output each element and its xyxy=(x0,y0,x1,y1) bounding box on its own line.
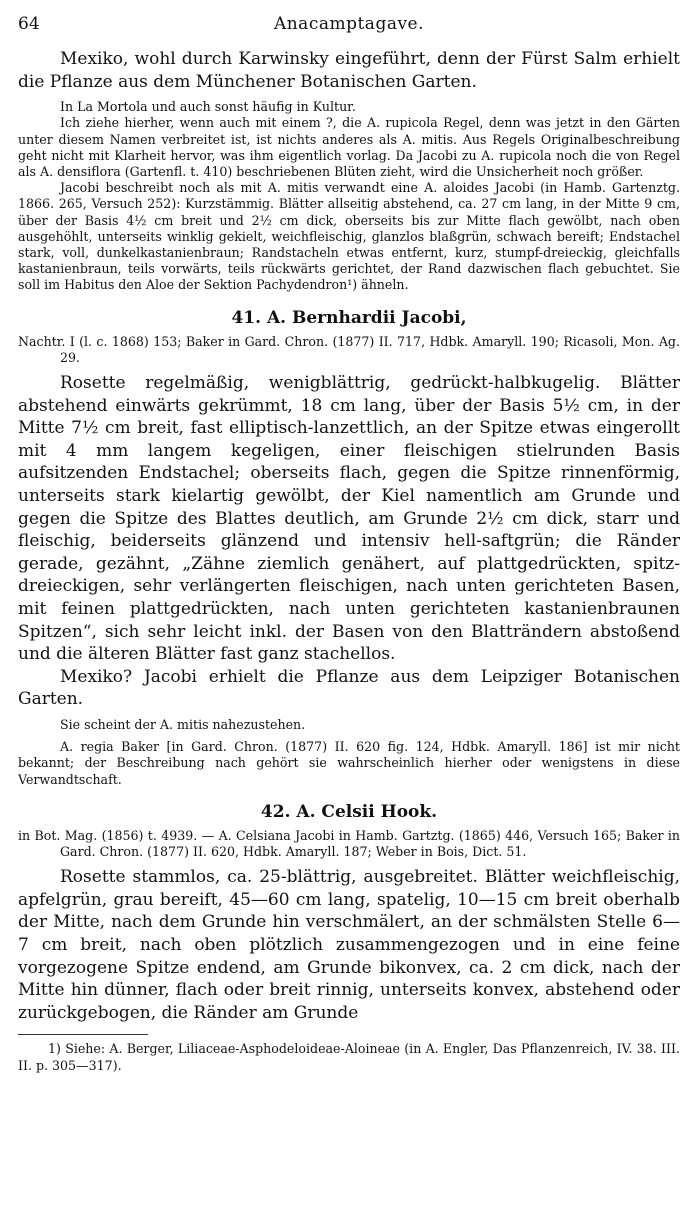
species-41-origin: Mexiko? Jacobi erhielt die Pflanze aus dem Leipziger Botanischen Garten. xyxy=(18,666,680,710)
footnote: 1) Siehe: A. Berger, Liliaceae-Asphodeloideae-Aloineae (in A. Engler, Das Pflanzenreich, IV. 38. III. II. p. 305—317). xyxy=(18,1041,680,1073)
running-head xyxy=(18,14,680,48)
species-41-description: Rosette regelmäßig, wenigblättrig, gedrückt-halbkugelig. Blätter abstehend einwärts gekrümmt, 18 cm lang, über der Basis 5½ cm, in der Mitte 7½ cm breit, fast elliptisch-lanzettlich, an der Spitze etwas eingerollt mit 4 mm langem kegeligen, einer fleischigen stielrunden Basis aufsitzenden Endstachel; oberseits flach, gegen die Spitze rinnenförmig, unterseits stark kielartig gewölbt, der Kiel namentlich am Grunde und gegen die Spitze des Blattes deutlich, am Grunde 2½ cm dick, starr und fleischig, beiderseits glänzend und intensiv hell-saftgrün; die Ränder gerade, gezähnt, „Zähne ziemlich genähert, auf plattgedrückten, spitz-dreieckigen, sehr verlängerten fleischigen, nach unten gerichteten Basen, mit feinen plattgedrückten, nach unten gerichteten kastanienbraunen Spitzen“, sich sehr leicht inkl. der Basen von den Blatträndern abstoßend und die älteren Blätter fast ganz stachellos. xyxy=(18,373,680,665)
species-41-citation: Nachtr. I (l. c. 1868) 153; Baker in Gard. Chron. (1877) II. 717, Hdbk. Amaryll. 190; Ricasoli, Mon. Ag. 29. xyxy=(18,333,680,365)
intro-note-cultivation: In La Mortola und auch sonst häufig in Kultur. xyxy=(60,99,356,115)
intro-note-rupicola: Ich ziehe hierher, wenn auch mit einem ?, die A. rupicola Regel, denn was jetzt in den Gärten unter diesem Namen verbreitet ist, ist nichts anderes als A. mitis. Aus Regels Originalbeschreibung geht nicht mit Klarheit hervor, was ihm eigentlich vorlag. Da Jacobi zu A. rupicola noch die von Regel als A. densiflora (Gartenfl. t. 410) beschriebenen Blüten zieht, wird die Unsicherheit noch größer. xyxy=(18,115,680,179)
species-41-heading: 41. A. Bernhardii Jacobi, xyxy=(231,307,467,328)
species-41-note-regia: A. regia Baker [in Gard. Chron. (1877) II. 620 fig. 124, Hdbk. Amaryll. 186] ist mir nicht bekannt; der Beschreibung nach gehört sie wahrscheinlich hierher oder wenigstens in diese Verwandtschaft. xyxy=(18,739,680,787)
species-42-citation: in Bot. Mag. (1856) t. 4939. — A. Celsiana Jacobi in Hamb. Gartztg. (1865) 446, Versuch 165; Baker in Gard. Chron. (1877) II. 620, Hdbk. Amaryll. 187; Weber in Bois, Dict. 51. xyxy=(18,827,680,859)
running-title: Anacamptagave. xyxy=(273,14,425,34)
species-41-note-mitis: Sie scheint der A. mitis nahezustehen. xyxy=(60,716,306,732)
intro-note-aloides: Jacobi beschreibt noch als mit A. mitis verwandt eine A. aloides Jacobi (in Hamb. Gartenztg. 1866. 265, Versuch 252): Kurzstämmig. Blätter allseitig abstehend, ca. 27 cm lang, in der Mitte 9 cm, über der Basis 4½ cm breit und 2½ cm dick, oberseits bis zur Mitte flach gewölbt, nach oben ausgehöhlt, unterseits winklig gekielt, weichfleischig, glanzlos blaßgrün, schwach bereift; Endstachel stark, voll, dunkelkastanienbraun; Randstacheln etwas entfernt, kurz, stumpf-dreieckig, gleichfalls kastanienbraun, teils vorwärts, teils rückwärts gerichtet, der Rand dazwischen flach gebuchtet. Sie soll im Habitus den Aloe der Sektion Pachydendron¹) ähneln. xyxy=(18,180,680,293)
intro-origin-paragraph: Mexiko, wohl durch Karwinsky eingeführt, denn der Fürst Salm erhielt die Pflanze aus dem Münchener Botanischen Garten. xyxy=(18,49,680,92)
page xyxy=(18,14,680,1074)
page-number: 64 xyxy=(18,14,40,34)
species-42-heading: 42. A. Celsii Hook. xyxy=(260,801,438,822)
species-42-description: Rosette stammlos, ca. 25-blättrig, ausgebreitet. Blätter weichfleischig, apfelgrün, grau bereift, 45—60 cm lang, spatelig, 10—15 cm breit oberhalb der Mitte, nach dem Grunde hin verschmälert, an der schmälsten Stelle 6—7 cm breit, nach oben plötzlich zusammengezogen und in eine feine vorgezogene Spitze endend, am Grunde bikonvex, ca. 2 cm dick, nach der Mitte hin dünner, flach oder breit rinnig, unterseits konvex, abstehend oder zurückgebogen, die Ränder am Grunde xyxy=(18,867,680,1023)
